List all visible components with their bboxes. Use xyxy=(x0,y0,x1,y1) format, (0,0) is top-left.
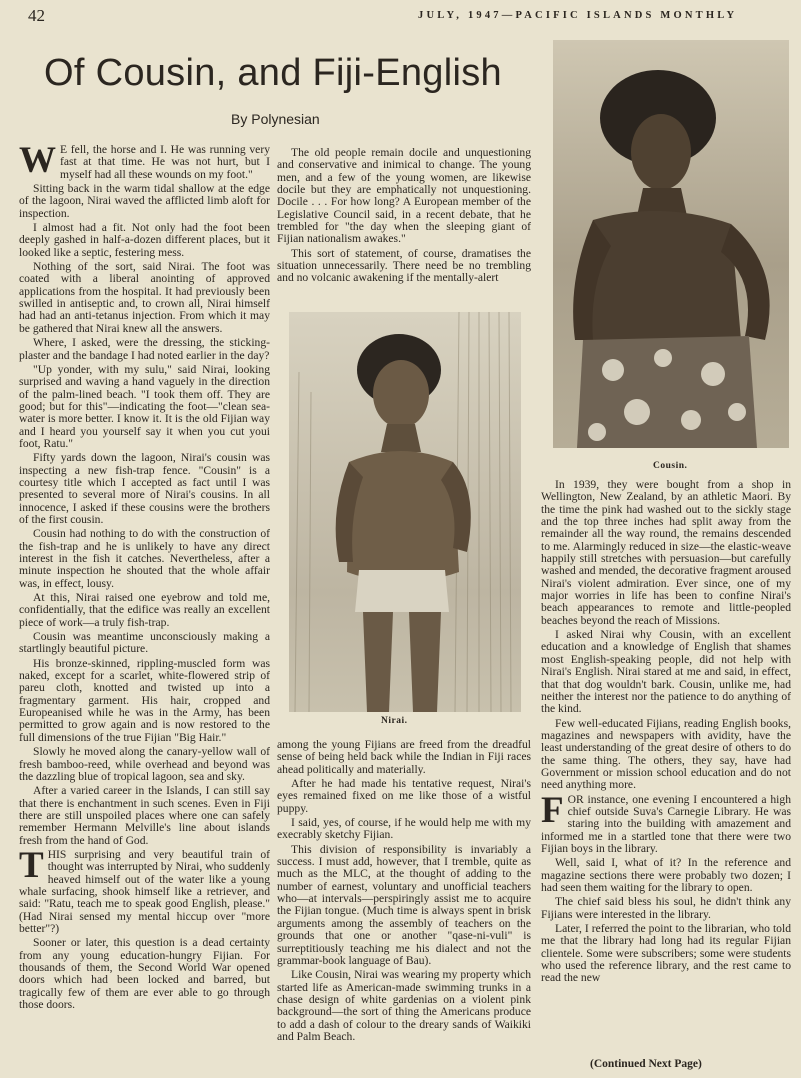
paragraph: Where, I asked, were the dressing, the sticking-plaster and the bandage I had noted earlier in the day? xyxy=(19,336,270,362)
drop-cap: T xyxy=(19,844,44,886)
article-column-1 xyxy=(19,144,270,1074)
paragraph: "Up yonder, with my sulu," said Nirai, looking surprised and waving a hand vaguely in the direction of the palm-lined beach. "I took them off. They are good; but for this"—indicating the foot—"clean sea-water is more better. I know it. It is the old Fijian way and I heard you yourself say it when you cut youi foot, Ratu." xyxy=(19,362,270,450)
paragraph: Sooner or later, this question is a dead certainty from any young education-hungry Fijian. For thousands of them, the Second World War opened doors which had been locked and barred, but tragically few of them are ever able to go through those doors. xyxy=(19,936,270,1012)
drop-cap: F xyxy=(541,789,564,831)
paragraph: After he had made his tentative request, Nirai's eyes remained fixed on me like those of a wistful puppy. xyxy=(277,777,531,815)
cousin-figure-illustration xyxy=(553,40,789,448)
photo-caption-nirai: Nirai. xyxy=(381,716,408,726)
paragraph: Slowly he moved along the canary-yellow wall of fresh bamboo-reed, while overhead and beyond was the dazzling blue of tropical lagoon, sea and sky. xyxy=(19,745,270,783)
article-column-2-bottom xyxy=(277,739,531,1074)
paragraph: Sitting back in the warm tidal shallow at the edge of the lagoon, Nirai waved the afflicted limb aloft for inspection. xyxy=(19,182,270,220)
article-column-2-top xyxy=(277,147,531,305)
paragraph: among the young Fijians are freed from the dreadful sense of being held back while the Indian in Fiji races ahead politically and materially. xyxy=(277,739,531,776)
paragraph: I said, yes, of course, if he would help me with my execrably sketchy Fijian. xyxy=(277,816,531,842)
continued-notice: (Continued Next Page) xyxy=(590,1058,702,1070)
paragraph: I asked Nirai why Cousin, with an excellent education and a knowledge of English that shames most English-speaking people, did not help with Nirai's English. Nirai stared at me and said, in effect, that that dog wouldn't bark. Cousin, unlike me, had neither the interest nor the patience to do anything of the kind. xyxy=(541,628,791,716)
paragraph: This division of responsibility is invariably a success. I must add, however, that I tremble, quite as much as the MLC, at the thought of adding to the number of earnest, voluntary and unofficial teachers who—at intervals—perspiringly assist me to acquire the Fijian tongue. (Much time is always spent in brisk arguments among the assembly of teachers on the grounds that one or another "qase-ni-vuli" is surreptitiously teaching me his dialect and not the grammar-book language of Bau). xyxy=(277,842,531,967)
paragraph: In 1939, they were bought from a shop in Wellington, New Zealand, by an athletic Maori. By the time the pink had washed out to the sickly stage and the top three inches had split away from the remainder all the way round, the remains descended to me. Alarmingly reduced in size—the elastic-weave happily still stretches with persuasion—but carefully washed and mended, the decorative fragment aroused Nirai's violent admiration. Ever since, one of my major worries in life has been to confine Nirai's beach appearances to remote and little-peopled beaches beyond the reach of Missions. xyxy=(541,479,791,627)
article-title: Of Cousin, and Fiji-English xyxy=(44,52,502,94)
paragraph: The chief said bless his soul, he didn't think any Fijians were interested in the library. xyxy=(541,895,791,921)
photo-nirai xyxy=(289,312,521,712)
paragraph: After a varied career in the Islands, I can still say that there is enchantment in such scenes. Even in Fiji there are still unspoiled places where one can safely remember Hermann Melville's line about islands fresh from the hand of God. xyxy=(19,784,270,847)
nirai-figure-illustration xyxy=(289,312,521,712)
drop-cap: W xyxy=(19,144,56,181)
paragraph: At this, Nirai raised one eyebrow and told me, confidentially, that the edifice was really an excellent piece of work—a truly fish-trap. xyxy=(19,591,270,629)
paragraph: Cousin had nothing to do with the construction of the fish-trap and he is unlikely to have any direct interest in the fish it catches. Nevertheless, after a minute inspection he shouted that the whole affair was, in effect, lousy. xyxy=(19,527,270,590)
running-head: JULY, 1947—PACIFIC ISLANDS MONTHLY xyxy=(418,10,738,21)
paragraph: THIS surprising and very beautiful train of thought was interrupted by Nirai, who suddenly heaved himself out of the water like a young whale surfacing, shook himself like a retriever, and said: "Ratu, teach me to speak good English, please." (Had Nirai sensed my mental hiccup over "more better"?) xyxy=(19,844,270,935)
paragraph: Cousin was meantime unconsciously making a startlingly beautiful picture. xyxy=(19,630,270,656)
article-column-3 xyxy=(541,479,791,1056)
photo-caption-cousin: Cousin. xyxy=(653,461,688,471)
paragraph: This sort of statement, of course, dramatises the situation unnecessarily. There need be no trembling and no volcanic awakening if the mentally-alert xyxy=(277,246,531,285)
paragraph: The old people remain docile and unquestioning and conservative and inimical to change. The young men, and a few of the young women, are likewise docile but they are emphatically not unquestioning. Docile . . . For how long? A European member of the Legislative Council said, in a recent debate, that he trembled for "the day when the sleeping giant of Fijian nationalism awakes." xyxy=(277,147,531,246)
paragraph: Fifty yards down the lagoon, Nirai's cousin was inspecting a new fish-trap fence. "Cousin" is a courtesy title which I accepted as fact until I was presented to several more of Nirai's cousins. In all innocence, I asked if these cousins were the brothers of the first cousin. xyxy=(19,451,270,526)
paragraph: Nothing of the sort, said Nirai. The foot was coated with a liberal anointing of approved applications from the hospital. It had previously been swilled in antiseptic and, to crown all, Nirai himself had had an anti-tetanus injection. From which it may be gathered that Nirai knew all the answers. xyxy=(19,260,270,335)
paragraph: Few well-educated Fijians, reading English books, magazines and newspapers with avidity, have the least understanding of the great desire of others to do the same thing. The others, they say, have had Government or mission school education and do not need anything more. xyxy=(541,716,791,792)
paragraph: W E fell, the horse and I. He was running very fast at that time. He was not hurt, but I myself had all these wounds on my foot." xyxy=(19,144,270,181)
byline: By Polynesian xyxy=(231,111,320,127)
paragraph: Like Cousin, Nirai was wearing my property which started life as American-made swimming trunks in a chase design of white gardenias on a violent pink background—the sort of thing the Americans produce to add a dash of colour to the dreary sands of Waikiki and Palm Beach. xyxy=(277,968,531,1043)
paragraph: I almost had a fit. Not only had the foot been deeply gashed in half-a-dozen different places, but it looked like a septic, festering mess. xyxy=(19,221,270,259)
paragraph: FOR instance, one evening I encountered a high chief outside Suva's Carnegie Library. He was staring into the building with amazement and informed me in a startled tone that there were two Fijian boys in the library. xyxy=(541,789,791,855)
photo-cousin xyxy=(553,40,789,448)
paragraph: Later, I referred the point to the librarian, who told me that the library had long had its regular Fijian clientele. Some were subscribers; some were students who used the reference library, and the rest came to read the new xyxy=(541,922,791,985)
page-number: 42 xyxy=(28,6,45,25)
paragraph: His bronze-skinned, rippling-muscled form was naked, except for a scarlet, white-flowered strip of pareu cloth, knotted and twisted up into a fragmentary garment. His hair, cropped and Europeanised while he was in the Army, has been permitted to grow again and is now restored to the full dimensions of the true Fijian "Big Hair." xyxy=(19,656,270,744)
paragraph: Well, said I, what of it? In the reference and magazine sections there were probably two dozen; I had seen them waiting for the library to open. xyxy=(541,856,791,894)
